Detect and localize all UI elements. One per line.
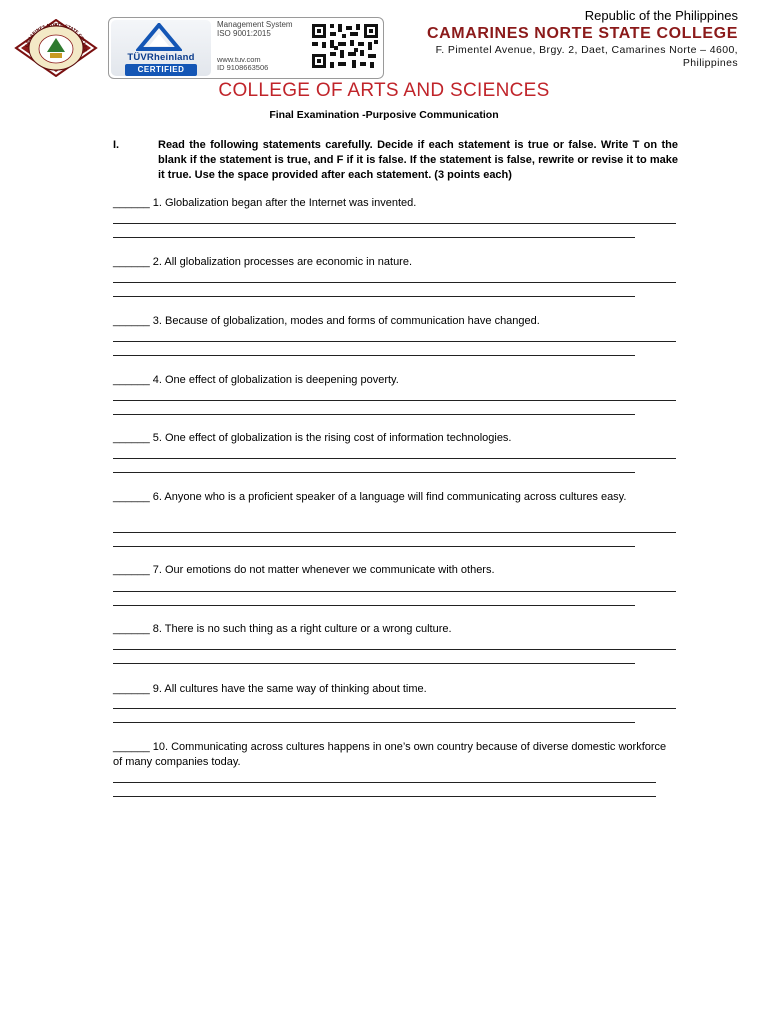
answer-line[interactable] [113, 414, 635, 415]
tuv-website: www.tuv.com [217, 55, 261, 64]
certified-label: CERTIFIED [125, 64, 197, 76]
answer-line[interactable] [113, 237, 635, 238]
tuv-triangle-icon [136, 23, 182, 51]
section-number: I. [113, 139, 120, 151]
college-name: CAMARINES NORTE STATE COLLEGE [426, 25, 738, 42]
answer-line[interactable] [113, 546, 635, 547]
answer-line[interactable] [113, 796, 656, 797]
question-item: ______ 2. All globalization processes are economic in nature. [113, 256, 413, 268]
certificate-id: ID 9108663506 [217, 63, 269, 72]
svg-text:CAMARINES NORTE STATE COLLEGE: CAMARINES NORTE STATE COLLEG [24, 21, 89, 52]
answer-line[interactable] [113, 458, 676, 459]
answer-line[interactable] [113, 400, 676, 401]
answer-line[interactable] [113, 663, 635, 664]
republic-text: Republic of the Philippines [584, 8, 738, 23]
answer-line[interactable] [113, 472, 635, 473]
question-item: ______ 4. One effect of globalization is deepening poverty. [113, 374, 399, 386]
iso-standard: ISO 9001:2015 [217, 29, 271, 38]
college-address: F. Pimentel Avenue, Brgy. 2, Daet, Camarines Norte – 4600, Philippines [435, 44, 738, 69]
answer-line[interactable] [113, 605, 635, 606]
question-item: ______ 1. Globalization began after the Internet was invented. [113, 197, 417, 209]
question-item: ______ 5. One effect of globalization is the rising cost of information technologies. [113, 432, 512, 444]
question-item: ______ 10. Communicating across cultures happens in one’s own country because of diverse domestic workforce of many companies today. [113, 741, 667, 768]
certification-web-info [217, 56, 307, 72]
answer-line[interactable] [113, 782, 656, 783]
answer-line[interactable] [113, 355, 635, 356]
answer-line[interactable] [113, 296, 635, 297]
department-title: COLLEGE OF ARTS AND SCIENCES [218, 80, 550, 101]
section-instructions: Read the following statements carefully. Decide if each statement is true or false. Write T on the blank if the statement is true, and F if it is false. If the statement is false, rewrite or revise it to make it true. Use the space provided after each statement. (3 points each) [158, 139, 678, 181]
answer-line[interactable] [113, 649, 676, 650]
exam-title: Final Examination -Purposive Communication [269, 109, 499, 121]
question-item: ______ 6. Anyone who is a proficient speaker of a language will find communicating across cultures easy. [113, 491, 627, 503]
management-system-text [217, 20, 307, 38]
answer-line[interactable] [113, 708, 676, 709]
answer-line[interactable] [113, 341, 676, 342]
tuv-badge [111, 20, 211, 76]
question-item: ______ 8. There is no such thing as a right culture or a wrong culture. [113, 623, 452, 635]
answer-line[interactable] [113, 532, 676, 533]
college-seal-logo [14, 19, 98, 77]
tuv-brand-text: TÜVRheinland [127, 52, 195, 63]
qr-code-icon [309, 21, 381, 71]
answer-line[interactable] [113, 282, 676, 283]
answer-line[interactable] [113, 591, 676, 592]
management-label: Management System [217, 20, 293, 29]
question-item: ______ 7. Our emotions do not matter whenever we communicate with others. [113, 564, 495, 576]
question-item: ______ 3. Because of globalization, modes and forms of communication have changed. [113, 315, 540, 327]
answer-line[interactable] [113, 722, 635, 723]
answer-line[interactable] [113, 223, 676, 224]
iso-certification-box [108, 17, 384, 79]
question-item: ______ 9. All cultures have the same way of thinking about time. [113, 683, 427, 695]
